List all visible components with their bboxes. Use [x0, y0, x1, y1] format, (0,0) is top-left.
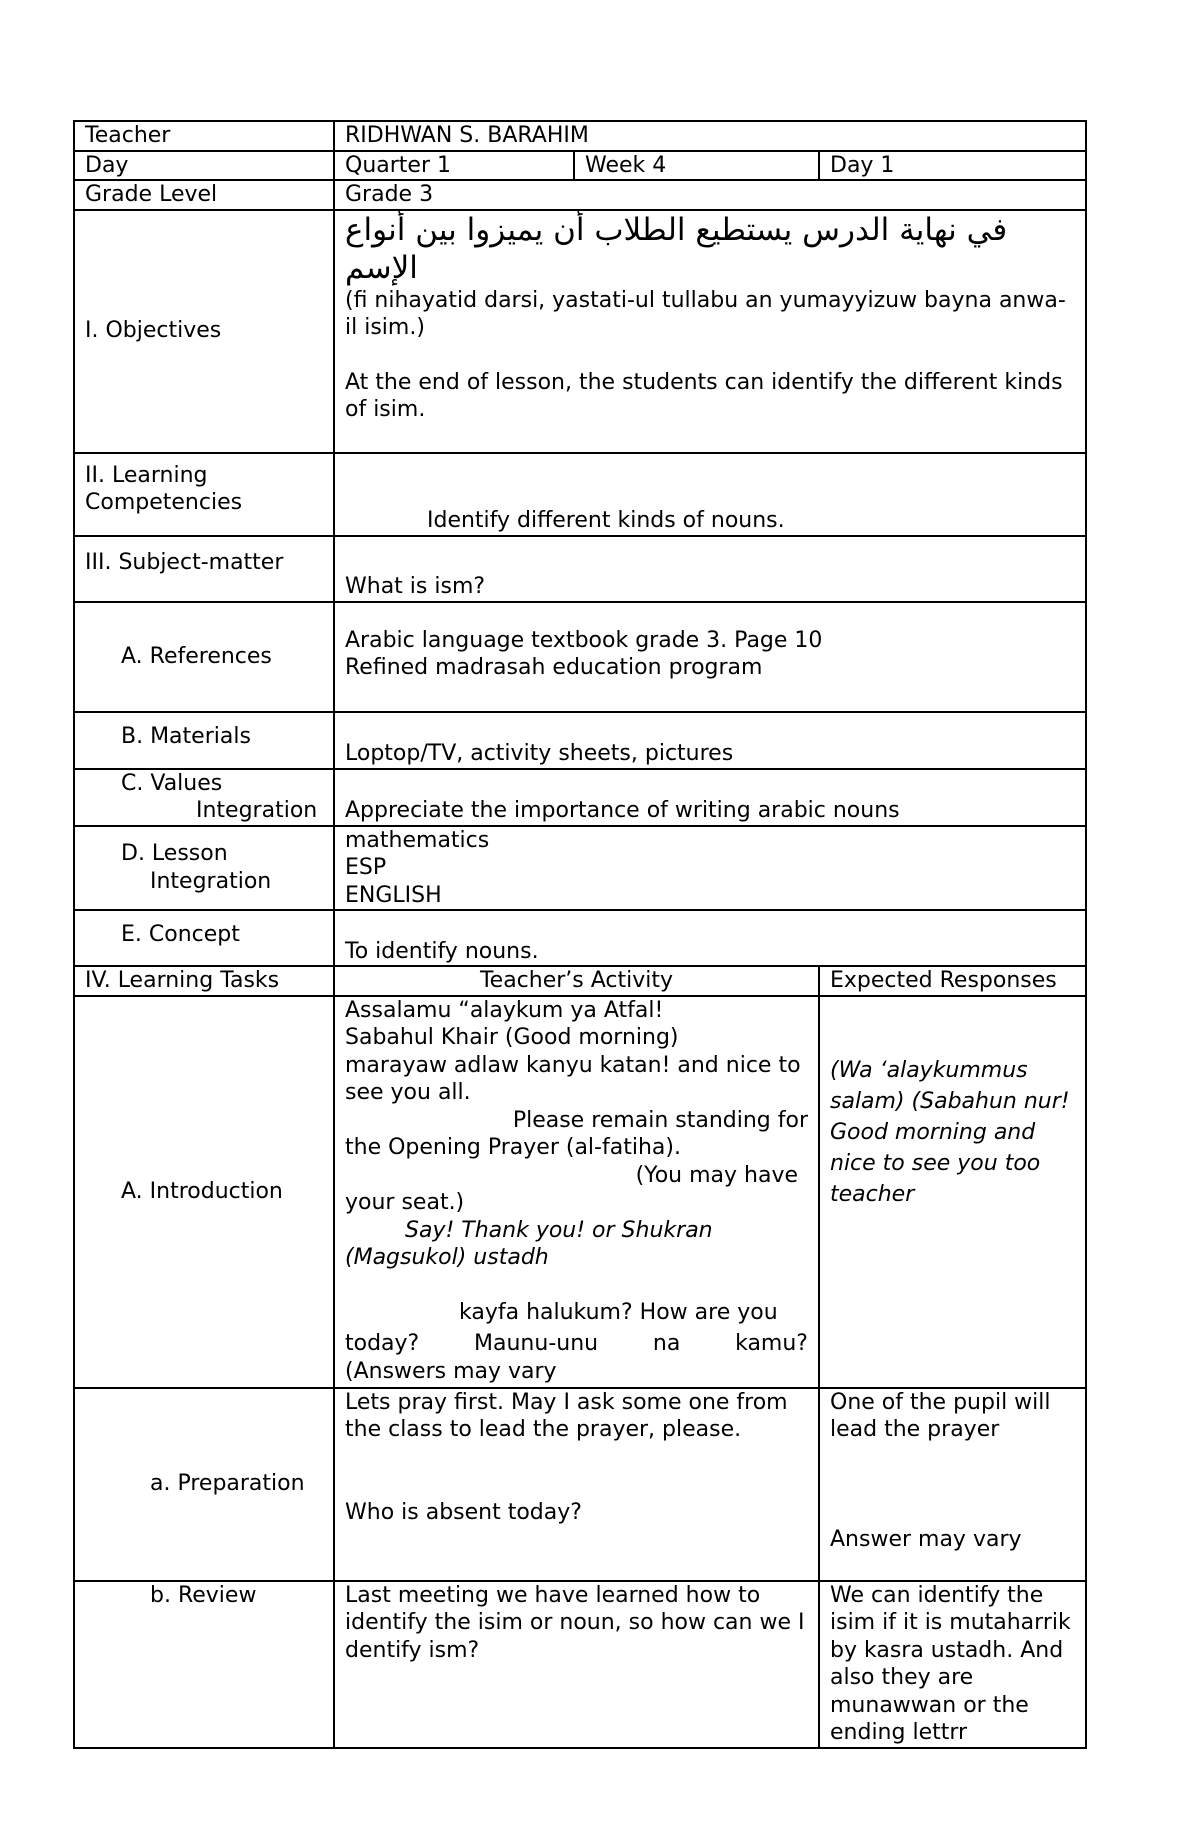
preparation-teacher-line2: Who is absent today?	[345, 1499, 582, 1525]
introduction-response: (Wa ‘alaykummus salam) (Sabahun nur! Good morning and nice to see you too teacher	[819, 996, 1086, 1388]
values-integration-label-line1: C. Values	[121, 770, 223, 796]
preparation-response-line1: One of the pupil will lead the prayer	[830, 1389, 1051, 1442]
references-content	[334, 602, 1086, 712]
preparation-teacher	[334, 1388, 819, 1581]
week-value: Week 4	[574, 151, 819, 181]
intro-line: the Opening Prayer (al-fatiha).	[345, 1135, 681, 1160]
intro-line: Please remain standing for	[512, 1107, 808, 1133]
intro-line: (Answers may vary	[345, 1358, 557, 1384]
preparation-label: a. Preparation	[74, 1388, 334, 1581]
review-teacher: Last meeting we have learned how to identify the isim or noun, so how can we I dentify ism?	[334, 1581, 819, 1748]
intro-line: Sabahul Khair (Good morning)	[345, 1025, 679, 1050]
teacher-value: RIDHWAN S. BARAHIM	[334, 121, 1086, 151]
objectives-arabic: في نهاية الدرس يستطيع الطلاب أن يميزوا بين أنواع الإسم	[345, 211, 1008, 286]
preparation-response-line2: Answer may vary	[830, 1526, 1022, 1552]
preparation-teacher-line1: Lets pray first. May I ask some one from the class to lead the prayer, please.	[345, 1389, 788, 1442]
tasks-header-row	[74, 966, 1086, 996]
competencies-row	[74, 453, 1086, 536]
concept-value: To identify nouns.	[334, 910, 1086, 966]
tasks-label: IV. Learning Tasks	[74, 966, 334, 996]
materials-value: Loptop/TV, activity sheets, pictures	[334, 712, 1086, 769]
lesson-integration-label-line1: D. Lesson	[121, 841, 228, 867]
lesson-integration-content	[334, 826, 1086, 911]
grade-row	[74, 180, 1086, 210]
teacher-label: Teacher	[74, 121, 334, 151]
teacher-activity-header: Teacher’s Activity	[334, 966, 819, 996]
intro-line: Say! Thank you! or Shukran (Magsukol) ustadh	[345, 1217, 713, 1270]
intro-line: today? Maunu-unu na kamu?	[345, 1331, 808, 1356]
intro-line: kayfa halukum? How are you	[459, 1299, 778, 1325]
review-label: b. Review	[74, 1581, 334, 1748]
lesson-integration-item: ENGLISH	[345, 882, 442, 908]
quarter-value: Quarter 1	[334, 151, 574, 181]
values-integration-label	[74, 769, 334, 826]
concept-row	[74, 910, 1086, 966]
day-label: Day	[74, 151, 334, 181]
objectives-english: At the end of lesson, the students can identify the different kinds of isim.	[345, 369, 1063, 422]
values-integration-value: Appreciate the importance of writing arabic nouns	[334, 769, 1086, 826]
introduction-teacher	[334, 996, 819, 1388]
values-integration-row	[74, 769, 1086, 826]
expected-responses-header: Expected Responses	[819, 966, 1086, 996]
references-line1: Arabic language textbook grade 3. Page 10	[345, 627, 823, 653]
references-label: A. References	[74, 602, 334, 712]
subject-matter-value: What is ism?	[334, 536, 1086, 602]
intro-line: (You may have	[635, 1162, 798, 1188]
subject-matter-label: III. Subject-matter	[74, 536, 334, 602]
intro-line: marayaw adlaw kanyu katan! and nice to see you all.	[345, 1052, 801, 1105]
lesson-plan-table	[73, 120, 1087, 1749]
day-row	[74, 151, 1086, 181]
intro-line: your seat.)	[345, 1190, 465, 1215]
materials-label: B. Materials	[74, 712, 334, 769]
introduction-label: A. Introduction	[74, 996, 334, 1388]
objectives-label: I. Objectives	[74, 210, 334, 453]
values-integration-label-line2: Integration	[196, 798, 318, 823]
competencies-value: Identify different kinds of nouns.	[334, 453, 1086, 536]
objectives-row	[74, 210, 1086, 453]
introduction-row	[74, 996, 1086, 1388]
concept-label: E. Concept	[74, 910, 334, 966]
grade-label: Grade Level	[74, 180, 334, 210]
teacher-row	[74, 121, 1086, 151]
objectives-content	[334, 210, 1086, 453]
competencies-label: II. Learning Competencies	[74, 453, 334, 536]
preparation-row	[74, 1388, 1086, 1581]
lesson-integration-label	[74, 826, 334, 911]
subject-matter-row	[74, 536, 1086, 602]
objectives-transliteration: (fi nihayatid darsi, yastati-ul tullabu an yumayyizuw bayna anwa-il isim.)	[345, 287, 1066, 340]
day-value: Day 1	[819, 151, 1086, 181]
lesson-integration-item: mathematics	[345, 827, 490, 853]
lesson-integration-row	[74, 826, 1086, 911]
review-row	[74, 1581, 1086, 1748]
lesson-integration-item: ESP	[345, 855, 387, 880]
review-response: We can identify the isim if it is mutaharrik by kasra ustadh. And also they are munawwan or the ending lettrr	[819, 1581, 1086, 1748]
materials-row	[74, 712, 1086, 769]
grade-value: Grade 3	[334, 180, 1086, 210]
references-row	[74, 602, 1086, 712]
references-line2: Refined madrasah education program	[345, 655, 763, 680]
intro-line: Assalamu “alaykum ya Atfal!	[345, 997, 664, 1023]
lesson-integration-label-line2: Integration	[150, 868, 272, 894]
preparation-response	[819, 1388, 1086, 1581]
